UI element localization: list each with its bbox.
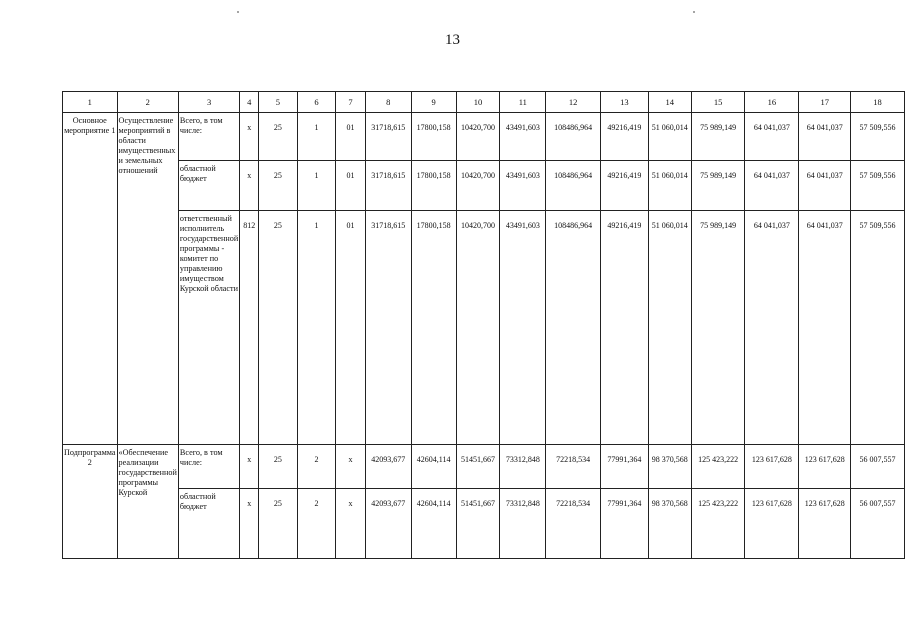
amount-cell: 123 617,628 [799, 489, 851, 559]
amount-cell: 57 509,556 [851, 113, 905, 161]
header-cell: 10 [456, 92, 500, 113]
code-cell: 812 [240, 211, 259, 445]
header-cell: 6 [297, 92, 336, 113]
code-cell: x [336, 489, 366, 559]
amount-cell: 31718,615 [365, 113, 411, 161]
header-cell: 2 [117, 92, 178, 113]
amount-cell: 64 041,037 [799, 161, 851, 211]
header-cell: 4 [240, 92, 259, 113]
amount-cell: 123 617,628 [799, 445, 851, 489]
amount-cell: 75 989,149 [691, 113, 745, 161]
header-cell: 13 [600, 92, 648, 113]
amount-cell: 17800,158 [411, 161, 456, 211]
item-name-cell: Осуществление мероприятий в области имущественных и земельных отношений [117, 113, 178, 445]
amount-cell: 125 423,222 [691, 445, 745, 489]
scan-speck [237, 11, 239, 13]
code-cell: 25 [259, 161, 298, 211]
funding-source-cell: областной бюджет [178, 489, 239, 559]
amount-cell: 43491,603 [500, 113, 546, 161]
amount-cell: 64 041,037 [799, 113, 851, 161]
amount-cell: 64 041,037 [745, 161, 799, 211]
code-cell: 01 [336, 113, 366, 161]
code-cell: 1 [297, 113, 336, 161]
amount-cell: 123 617,628 [745, 445, 799, 489]
amount-cell: 108486,964 [546, 113, 601, 161]
amount-cell: 77991,364 [600, 445, 648, 489]
amount-cell: 57 509,556 [851, 211, 905, 445]
table-row [63, 161, 905, 211]
code-cell: 25 [259, 445, 298, 489]
funding-source-cell: Всего, в том числе: [178, 113, 239, 161]
amount-cell: 42093,677 [365, 489, 411, 559]
table-row [63, 113, 905, 161]
amount-cell: 10420,700 [456, 161, 500, 211]
amount-cell: 10420,700 [456, 113, 500, 161]
header-cell: 12 [546, 92, 601, 113]
header-cell: 18 [851, 92, 905, 113]
amount-cell: 77991,364 [600, 489, 648, 559]
code-cell: 25 [259, 211, 298, 445]
amount-cell: 125 423,222 [691, 489, 745, 559]
amount-cell: 73312,848 [500, 445, 546, 489]
amount-cell: 64 041,037 [745, 113, 799, 161]
amount-cell: 75 989,149 [691, 161, 745, 211]
amount-cell: 42604,114 [411, 445, 456, 489]
item-code-cell: Основное мероприятие 1 [63, 113, 118, 445]
amount-cell: 51 060,014 [648, 211, 691, 445]
header-cell: 3 [178, 92, 239, 113]
code-cell: 01 [336, 211, 366, 445]
header-cell: 16 [745, 92, 799, 113]
amount-cell: 75 989,149 [691, 211, 745, 445]
code-cell: x [240, 161, 259, 211]
amount-cell: 17800,158 [411, 113, 456, 161]
code-cell: 01 [336, 161, 366, 211]
code-cell: 1 [297, 211, 336, 445]
funding-source-cell: ответственный исполнитель государственной программы - комитет по управлению имуществом Курской области [178, 211, 239, 445]
page-number: 13 [445, 32, 460, 48]
amount-cell: 43491,603 [500, 161, 546, 211]
header-row [63, 92, 905, 113]
amount-cell: 72218,534 [546, 489, 601, 559]
amount-cell: 51451,667 [456, 489, 500, 559]
code-cell: 25 [259, 113, 298, 161]
code-cell: x [240, 489, 259, 559]
funding-source-cell: областной бюджет [178, 161, 239, 211]
amount-cell: 73312,848 [500, 489, 546, 559]
amount-cell: 64 041,037 [799, 211, 851, 445]
code-cell: 2 [297, 445, 336, 489]
header-cell: 17 [799, 92, 851, 113]
amount-cell: 64 041,037 [745, 211, 799, 445]
amount-cell: 42093,677 [365, 445, 411, 489]
scan-speck [693, 11, 695, 13]
funding-source-cell: Всего, в том числе: [178, 445, 239, 489]
header-cell: 14 [648, 92, 691, 113]
amount-cell: 123 617,628 [745, 489, 799, 559]
amount-cell: 43491,603 [500, 211, 546, 445]
code-cell: 2 [297, 489, 336, 559]
amount-cell: 17800,158 [411, 211, 456, 445]
amount-cell: 108486,964 [546, 161, 601, 211]
code-cell: 25 [259, 489, 298, 559]
header-cell: 5 [259, 92, 298, 113]
amount-cell: 56 007,557 [851, 489, 905, 559]
amount-cell: 108486,964 [546, 211, 601, 445]
amount-cell: 72218,534 [546, 445, 601, 489]
table-row [63, 211, 905, 445]
code-cell: x [336, 445, 366, 489]
item-code-cell: Подпрограмма 2 [63, 445, 118, 559]
amount-cell: 49216,419 [600, 161, 648, 211]
amount-cell: 57 509,556 [851, 161, 905, 211]
amount-cell: 49216,419 [600, 113, 648, 161]
amount-cell: 49216,419 [600, 211, 648, 445]
table-row [63, 445, 905, 489]
amount-cell: 42604,114 [411, 489, 456, 559]
header-cell: 1 [63, 92, 118, 113]
code-cell: x [240, 113, 259, 161]
code-cell: x [240, 445, 259, 489]
amount-cell: 51 060,014 [648, 113, 691, 161]
code-cell: 1 [297, 161, 336, 211]
amount-cell: 51 060,014 [648, 161, 691, 211]
header-cell: 7 [336, 92, 366, 113]
budget-table [62, 91, 905, 559]
amount-cell: 51451,667 [456, 445, 500, 489]
table-row [63, 489, 905, 559]
amount-cell: 56 007,557 [851, 445, 905, 489]
item-name-cell: «Обеспечение реализации государственной программы Курской [117, 445, 178, 559]
amount-cell: 98 370,568 [648, 489, 691, 559]
header-cell: 9 [411, 92, 456, 113]
amount-cell: 98 370,568 [648, 445, 691, 489]
amount-cell: 10420,700 [456, 211, 500, 445]
amount-cell: 31718,615 [365, 211, 411, 445]
header-cell: 8 [365, 92, 411, 113]
header-cell: 15 [691, 92, 745, 113]
amount-cell: 31718,615 [365, 161, 411, 211]
header-cell: 11 [500, 92, 546, 113]
